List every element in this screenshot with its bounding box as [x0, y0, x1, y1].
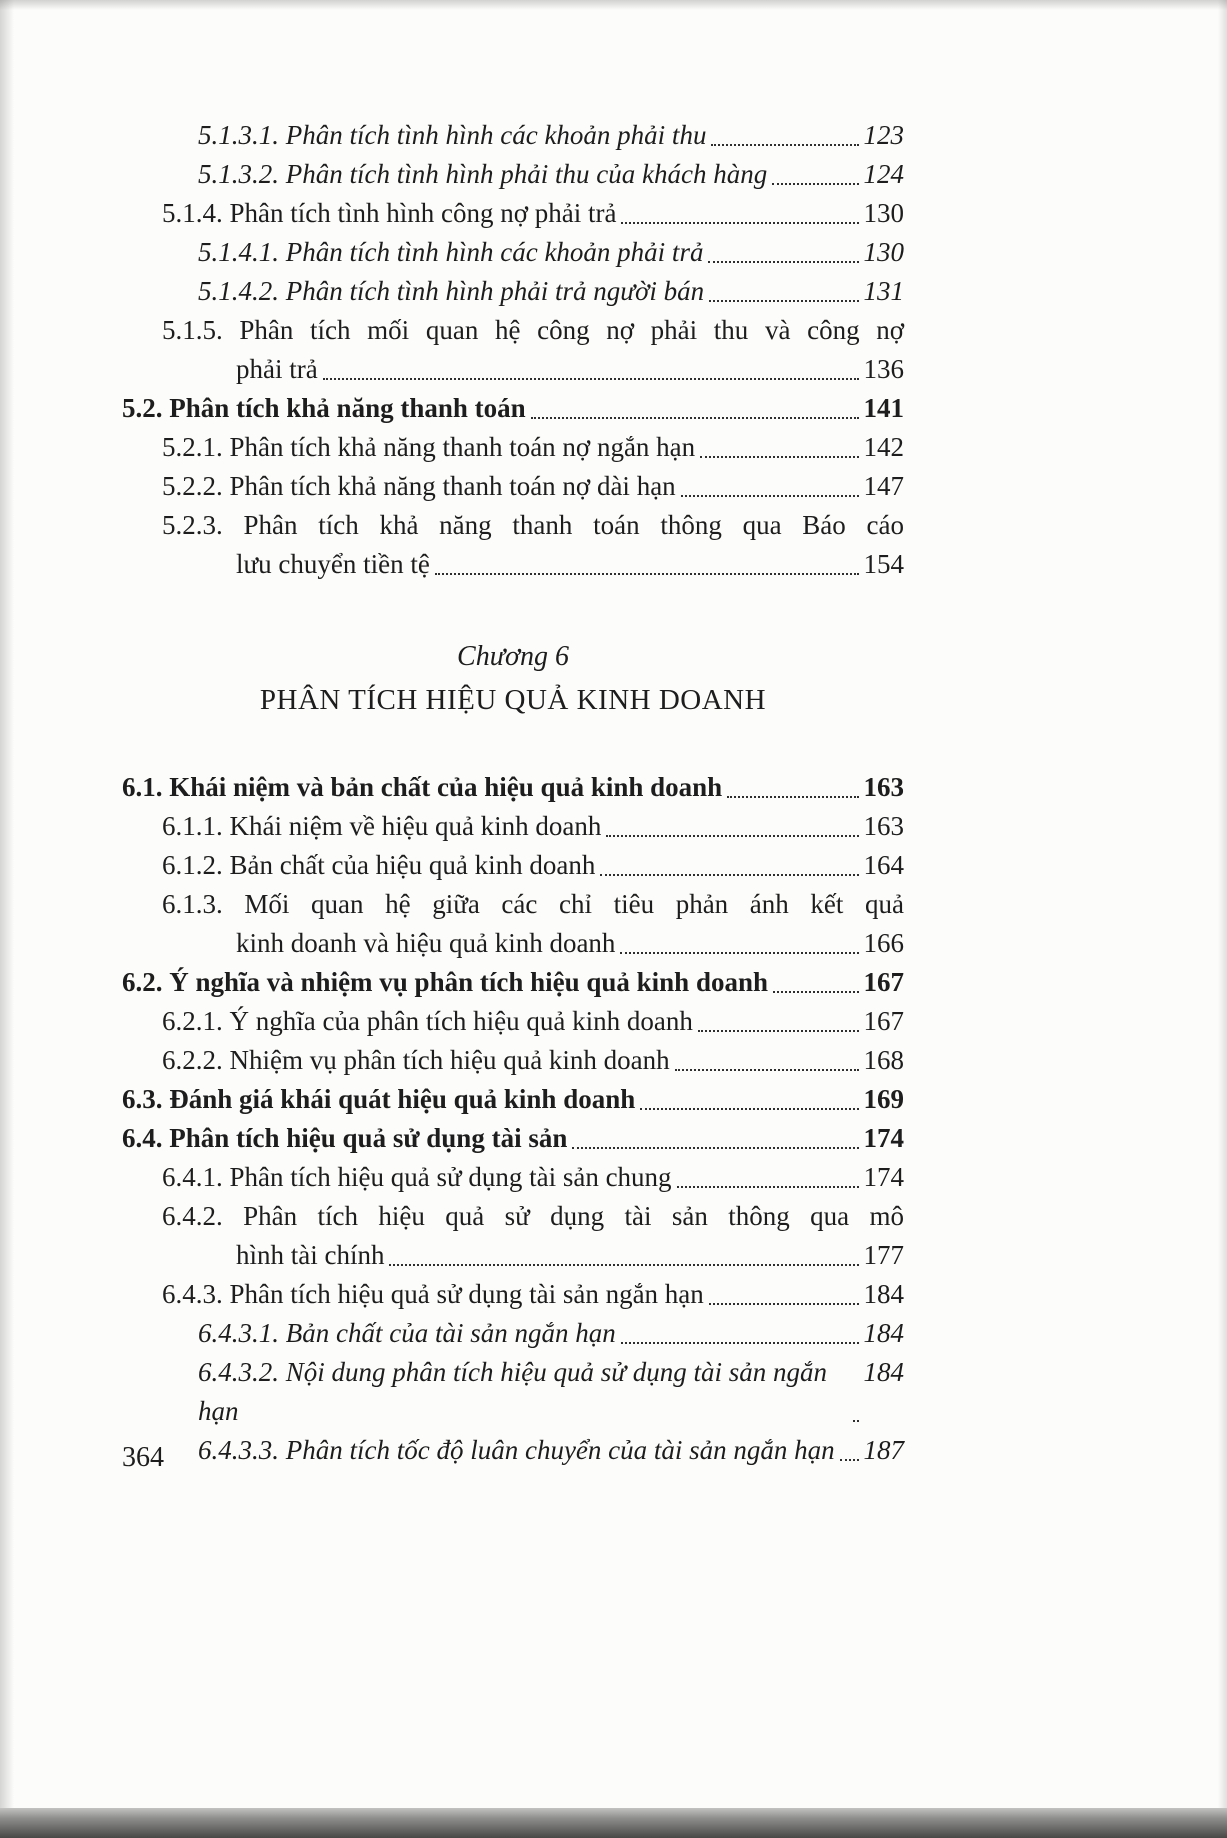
- dot-leader: [618, 194, 861, 233]
- toc-entry: [122, 311, 904, 389]
- toc-entry-page: 184: [863, 1318, 904, 1348]
- dot-leader: [705, 233, 861, 272]
- chapter-heading: [122, 636, 904, 722]
- toc-entry-page: 123: [863, 120, 904, 150]
- toc-entry-page: 147: [863, 471, 904, 501]
- dot-leader: [706, 1275, 862, 1314]
- dot-leader: [432, 545, 862, 584]
- toc-entry-page: 163: [863, 811, 904, 841]
- toc-entry-text: 5.2. Phân tích khả năng thanh toán: [122, 393, 526, 423]
- dot-leader: [603, 807, 861, 846]
- dot-leader: [674, 1158, 862, 1197]
- toc-entry-page: 168: [863, 1045, 904, 1075]
- toc-entry-text: 6.2.1. Ý nghĩa của phân tích hiệu quả kinh doanh: [162, 1006, 693, 1036]
- toc-entry: [122, 807, 904, 846]
- toc-entry-text: 5.1.5. Phân tích mối quan hệ công nợ phải thu và công nợ: [162, 315, 904, 345]
- toc-entry-page: 167: [863, 967, 904, 997]
- dot-leader: [637, 1080, 861, 1119]
- toc-entry-page: 130: [863, 198, 904, 228]
- toc-entry: [122, 768, 904, 807]
- toc-entry-page: 163: [863, 772, 904, 802]
- toc-entry-page: 124: [863, 159, 904, 189]
- toc-entry-page: 131: [863, 276, 904, 306]
- toc-entry-text: hình tài chính: [236, 1240, 385, 1270]
- dot-leader: [706, 272, 861, 311]
- toc-entry: [122, 428, 904, 467]
- toc-entry: [122, 1314, 904, 1353]
- dot-leader: [708, 116, 861, 155]
- toc-entry-text: 5.1.4.2. Phân tích tình hình phải trả người bán: [198, 276, 705, 306]
- dot-leader: [528, 389, 862, 428]
- toc-entry: [122, 506, 904, 584]
- toc-entry-page: 184: [863, 1279, 904, 1309]
- toc-entry-page: 164: [863, 850, 904, 880]
- dot-leader: [850, 1353, 862, 1431]
- toc-entry-page: 141: [863, 393, 904, 423]
- toc-entry-page: 187: [863, 1435, 904, 1465]
- dot-leader: [320, 350, 862, 389]
- toc-entry-page: 130: [863, 237, 904, 267]
- toc-entry: [122, 1002, 904, 1041]
- toc-entry: [122, 846, 904, 885]
- toc-section-top: [122, 116, 904, 584]
- toc-entry: [122, 194, 904, 233]
- toc-entry: [122, 1041, 904, 1080]
- toc-entry: [122, 963, 904, 1002]
- toc-entry-text: 6.2. Ý nghĩa và nhiệm vụ phân tích hiệu quả kinh doanh: [122, 967, 768, 997]
- toc-entry: [122, 389, 904, 428]
- dot-leader: [617, 924, 861, 963]
- dot-leader: [697, 428, 861, 467]
- toc-entry-text: 6.1.2. Bản chất của hiệu quả kinh doanh: [162, 850, 596, 880]
- dot-leader: [386, 1236, 861, 1275]
- toc-entry-text: 5.1.4.1. Phân tích tình hình các khoản phải trả: [198, 237, 704, 267]
- dot-leader: [724, 768, 861, 807]
- toc-entry-text: lưu chuyển tiền tệ: [236, 549, 430, 579]
- toc-entry-text: 6.3. Đánh giá khái quát hiệu quả kinh doanh: [122, 1084, 636, 1114]
- dot-leader: [770, 963, 862, 1002]
- dot-leader: [569, 1119, 861, 1158]
- toc-entry-page: 167: [863, 1006, 904, 1036]
- dot-leader: [618, 1314, 862, 1353]
- dot-leader: [837, 1431, 862, 1470]
- toc-entry: [122, 1080, 904, 1119]
- toc-section-bottom: [122, 768, 904, 1470]
- toc-entry: [122, 155, 904, 194]
- toc-entry-text: 5.1.4. Phân tích tình hình công nợ phải trả: [162, 198, 617, 228]
- toc-entry: [122, 1431, 904, 1470]
- toc-entry-text: 6.4.3.1. Bản chất của tài sản ngắn hạn: [198, 1318, 616, 1348]
- toc-entry-text: 6.1.3. Mối quan hệ giữa các chỉ tiêu phản ánh kết quả: [162, 889, 904, 919]
- toc-entry: [122, 1119, 904, 1158]
- toc-entry-text: 5.2.3. Phân tích khả năng thanh toán thông qua Báo cáo: [162, 510, 904, 540]
- toc-entry-text: 6.4.3. Phân tích hiệu quả sử dụng tài sản ngắn hạn: [162, 1279, 704, 1309]
- toc-entry-text: phải trả: [236, 354, 318, 384]
- toc-entry-text: 5.1.3.1. Phân tích tình hình các khoản phải thu: [198, 120, 707, 150]
- toc-entry-text: 6.2.2. Nhiệm vụ phân tích hiệu quả kinh doanh: [162, 1045, 670, 1075]
- toc-entry-page: 136: [863, 354, 904, 384]
- toc-entry-page: 166: [863, 928, 904, 958]
- toc-entry: [122, 272, 904, 311]
- toc-entry: [122, 1158, 904, 1197]
- toc-entry: [122, 1353, 904, 1431]
- toc-entry: [122, 885, 904, 963]
- toc-entry-text: 6.4.3.2. Nội dung phân tích hiệu quả sử dụng tài sản ngắn hạn: [198, 1357, 834, 1426]
- dot-leader: [769, 155, 861, 194]
- chapter-label: Chương 6: [457, 641, 569, 672]
- toc-entry-text: 6.1. Khái niệm và bản chất của hiệu quả kinh doanh: [122, 772, 723, 802]
- toc-entry-text: 5.2.1. Phân tích khả năng thanh toán nợ ngắn hạn: [162, 432, 696, 462]
- toc-entry: [122, 467, 904, 506]
- toc-entry-text: kinh doanh và hiệu quả kinh doanh: [236, 928, 616, 958]
- toc-entry: [122, 116, 904, 155]
- chapter-title: PHÂN TÍCH HIỆU QUẢ KINH DOANH: [259, 684, 767, 716]
- toc-content: [122, 116, 904, 1470]
- toc-entry-page: 174: [863, 1162, 904, 1192]
- toc-entry-page: 154: [863, 549, 904, 579]
- toc-entry-text: 6.4.1. Phân tích hiệu quả sử dụng tài sản chung: [162, 1162, 672, 1192]
- scan-edge-bottom: [0, 1808, 1227, 1838]
- toc-entry: [122, 233, 904, 272]
- toc-entry-page: 184: [863, 1357, 904, 1387]
- dot-leader: [597, 846, 861, 885]
- toc-entry-page: 169: [863, 1084, 904, 1114]
- dot-leader: [678, 467, 862, 506]
- toc-entry: [122, 1275, 904, 1314]
- scan-edge-left: [0, 0, 14, 1838]
- toc-entry-text: 6.4.2. Phân tích hiệu quả sử dụng tài sản thông qua mô: [162, 1201, 904, 1231]
- toc-entry-page: 174: [863, 1123, 904, 1153]
- toc-entry-text: 6.4.3.3. Phân tích tốc độ luân chuyển của tài sản ngắn hạn: [198, 1435, 835, 1465]
- toc-entry-text: 6.1.1. Khái niệm về hiệu quả kinh doanh: [162, 811, 602, 841]
- dot-leader: [695, 1002, 862, 1041]
- toc-entry-text: 5.2.2. Phân tích khả năng thanh toán nợ dài hạn: [162, 471, 676, 501]
- dot-leader: [672, 1041, 862, 1080]
- toc-entry: [122, 1197, 904, 1275]
- scan-edge-top: [0, 0, 1227, 10]
- toc-entry-page: 177: [863, 1240, 904, 1270]
- toc-entry-page: 142: [863, 432, 904, 462]
- page-number: 364: [122, 1442, 164, 1473]
- toc-entry-text: 6.4. Phân tích hiệu quả sử dụng tài sản: [122, 1123, 568, 1153]
- toc-entry-text: 5.1.3.2. Phân tích tình hình phải thu của khách hàng: [198, 159, 768, 189]
- scan-edge-right: [1218, 0, 1227, 1838]
